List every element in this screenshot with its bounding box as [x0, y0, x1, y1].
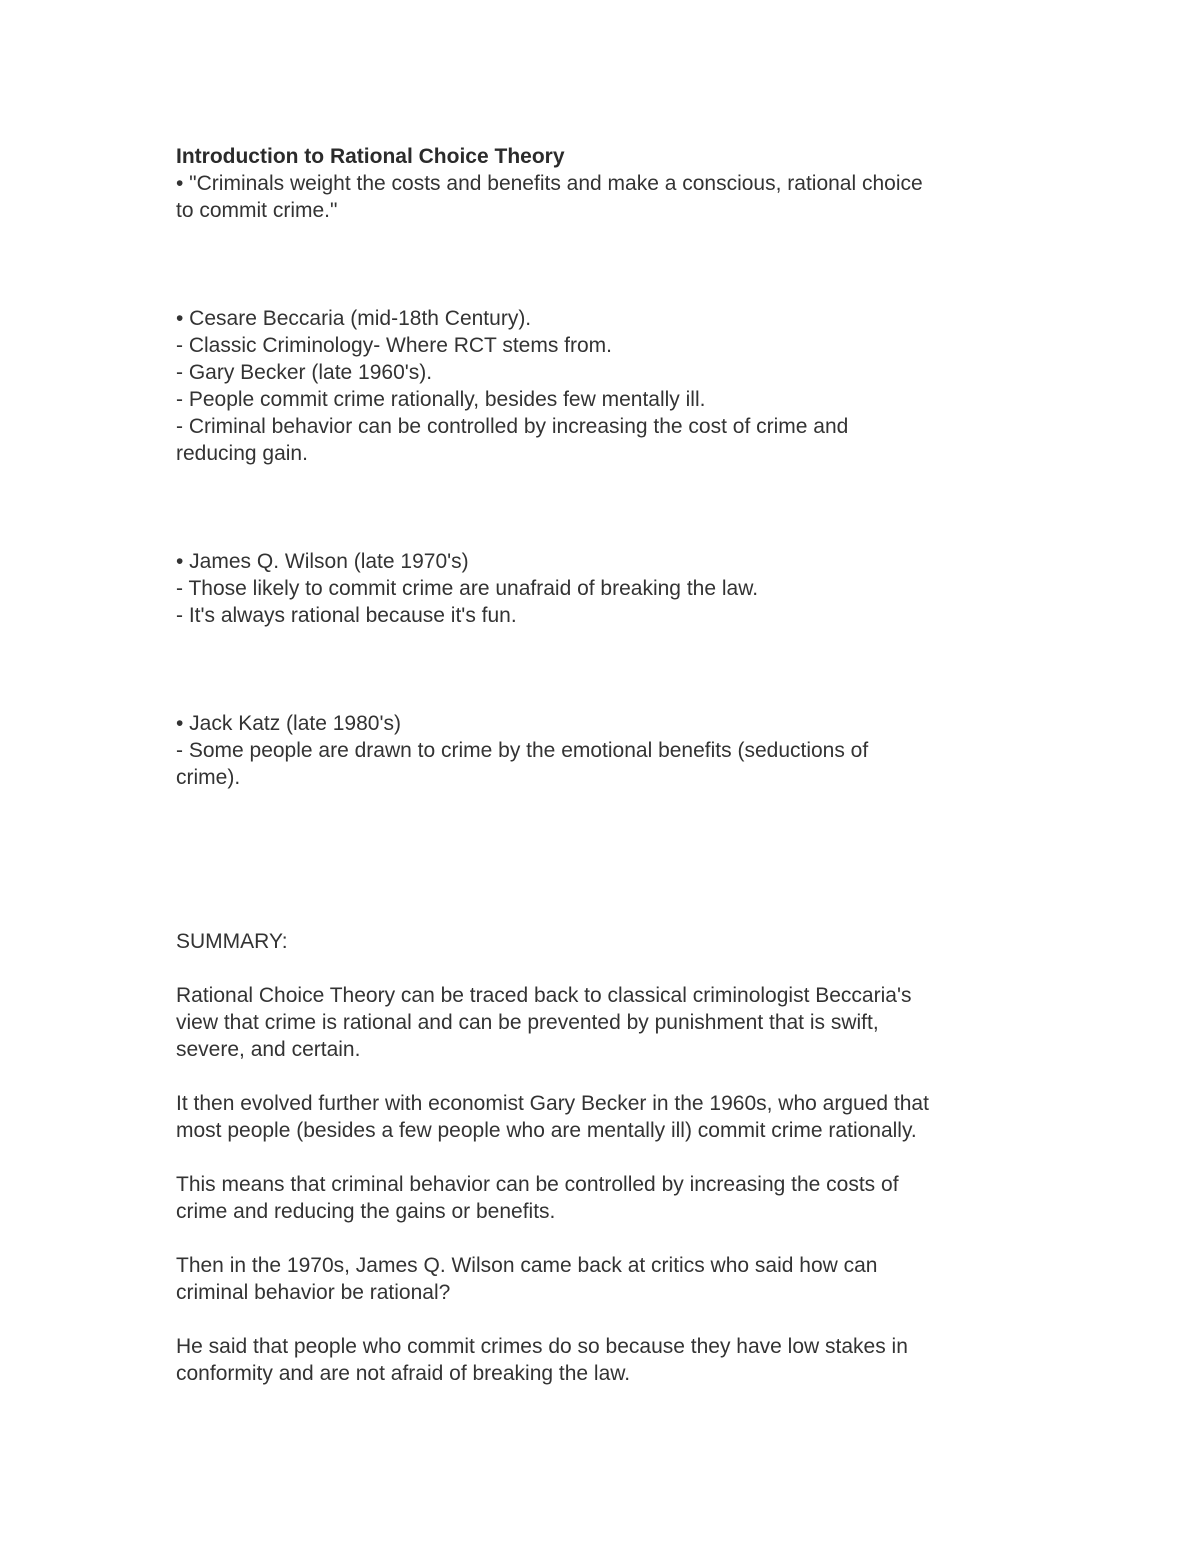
beccaria-detail-line: - Criminal behavior can be controlled by increasing the cost of crime and	[176, 415, 849, 438]
summary-paragraph-line: Then in the 1970s, James Q. Wilson came back at critics who said how can	[176, 1254, 878, 1277]
katz-detail-line: crime).	[176, 766, 241, 789]
beccaria-detail-line: - People commit crime rationally, besides few mentally ill.	[176, 388, 706, 411]
summary-paragraph-line: most people (besides a few people who are mentally ill) commit crime rationally.	[176, 1119, 917, 1142]
beccaria-bullet: • Cesare Beccaria (mid-18th Century).	[176, 307, 532, 330]
summary-paragraph-line: criminal behavior be rational?	[176, 1281, 451, 1304]
document-title: Introduction to Rational Choice Theory	[176, 145, 565, 168]
wilson-detail-line: - It's always rational because it's fun.	[176, 604, 517, 627]
summary-paragraph-line: view that crime is rational and can be prevented by punishment that is swift,	[176, 1011, 879, 1034]
katz-detail-line: - Some people are drawn to crime by the emotional benefits (seductions of	[176, 739, 869, 762]
summary-paragraph-line: conformity and are not afraid of breaking the law.	[176, 1362, 631, 1385]
summary-paragraph-line: This means that criminal behavior can be controlled by increasing the costs of	[176, 1173, 899, 1196]
summary-heading: SUMMARY:	[176, 930, 288, 953]
katz-bullet: • Jack Katz (late 1980's)	[176, 712, 401, 735]
beccaria-detail-line: reducing gain.	[176, 442, 308, 465]
beccaria-detail-line: - Gary Becker (late 1960's).	[176, 361, 433, 384]
intro-quote-line: to commit crime."	[176, 199, 338, 222]
wilson-detail-line: - Those likely to commit crime are unafraid of breaking the law.	[176, 577, 759, 600]
wilson-bullet: • James Q. Wilson (late 1970's)	[176, 550, 469, 573]
summary-paragraph-line: crime and reducing the gains or benefits.	[176, 1200, 556, 1223]
intro-quote-line: • "Criminals weight the costs and benefits and make a conscious, rational choice	[176, 172, 923, 195]
summary-paragraph-line: severe, and certain.	[176, 1038, 361, 1061]
summary-paragraph-line: It then evolved further with economist Gary Becker in the 1960s, who argued that	[176, 1092, 929, 1115]
summary-paragraph-line: Rational Choice Theory can be traced back to classical criminologist Beccaria's	[176, 984, 912, 1007]
beccaria-detail-line: - Classic Criminology- Where RCT stems from.	[176, 334, 613, 357]
summary-paragraph-line: He said that people who commit crimes do so because they have low stakes in	[176, 1335, 908, 1358]
